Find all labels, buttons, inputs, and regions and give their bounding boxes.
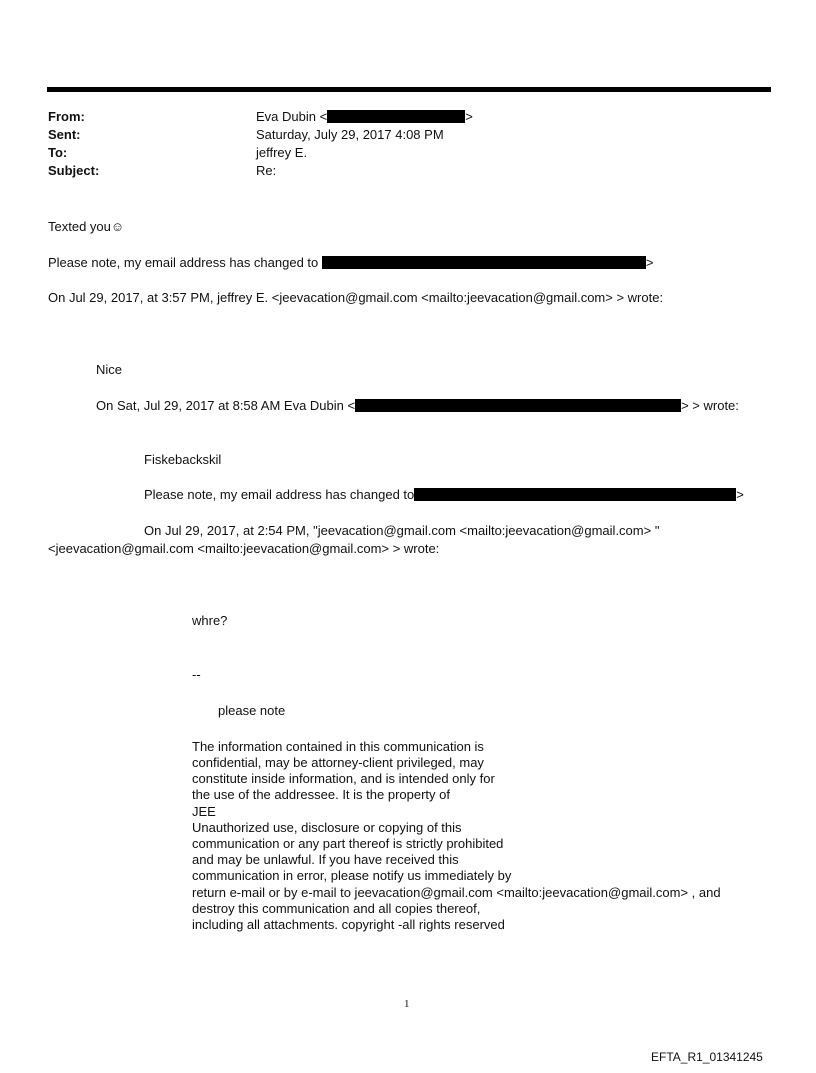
nice-text: Nice xyxy=(96,362,123,377)
page-number: 1 xyxy=(404,998,410,1010)
note-close: > xyxy=(645,255,654,270)
note2-close: > xyxy=(736,487,744,502)
disclaimer-line: return e-mail or by e-mail to jeevacation@gmail.com <mailto:jeevacation@gmail.com> , and xyxy=(192,885,721,900)
from-value xyxy=(256,109,473,125)
subject-value: Re: xyxy=(256,163,277,178)
signature-dashes: -- xyxy=(192,667,201,682)
disclaimer-line: Unauthorized use, disclosure or copying of this xyxy=(192,820,462,835)
subject-label: Subject: xyxy=(48,163,100,178)
from-close: > xyxy=(465,109,473,124)
please-note-text: please note xyxy=(218,703,286,718)
to-value: jeffrey E. xyxy=(256,145,308,160)
quote-intro-1: On Jul 29, 2017, at 3:57 PM, jeffrey E. <jeevacation@gmail.com <mailto:jeevacation@gmail.com> > wrote: xyxy=(48,290,664,305)
disclaimer-line: communication or any part thereof is strictly prohibited xyxy=(192,836,504,851)
document-id: EFTA_R1_01341245 xyxy=(651,1050,763,1064)
disclaimer-line: constitute inside information, and is intended only for xyxy=(192,771,495,786)
sent-value: Saturday, July 29, 2017 4:08 PM xyxy=(256,127,444,142)
email-change-note xyxy=(48,255,654,271)
redaction-box xyxy=(322,256,646,269)
disclaimer-line: confidential, may be attorney-client privileged, may xyxy=(192,755,484,770)
to-label: To: xyxy=(48,145,68,160)
disclaimer-line: the use of the addressee. It is the property of xyxy=(192,787,450,802)
redaction-box xyxy=(327,110,465,123)
quote-intro-2 xyxy=(96,398,739,414)
quote-intro-3-line2: <jeevacation@gmail.com <mailto:jeevacation@gmail.com> > wrote: xyxy=(48,541,440,556)
quote-intro-3-line1: On Jul 29, 2017, at 2:54 PM, "jeevacation@gmail.com <mailto:jeevacation@gmail.com> " xyxy=(144,523,660,538)
email-change-note-2 xyxy=(144,487,744,503)
whre-text: whre? xyxy=(192,613,228,628)
from-name: Eva Dubin < xyxy=(256,109,328,124)
disclaimer-line: JEE xyxy=(192,804,216,819)
disclaimer-line: and may be unlawful. If you have received this xyxy=(192,852,459,867)
quote2-suffix: > > wrote: xyxy=(681,398,739,413)
redaction-box xyxy=(414,488,736,501)
disclaimer-line: including all attachments. copyright -all rights reserved xyxy=(192,917,505,932)
texted-line xyxy=(48,219,124,235)
disclaimer-line: communication in error, please notify us immediately by xyxy=(192,868,512,883)
disclaimer-line: The information contained in this communication is xyxy=(192,739,484,754)
disclaimer-line: destroy this communication and all copies thereof, xyxy=(192,901,481,916)
fiskebackskil-text: Fiskebackskil xyxy=(144,452,222,467)
header-rule xyxy=(47,87,771,92)
redaction-box xyxy=(355,399,681,412)
quote2-prefix: On Sat, Jul 29, 2017 at 8:58 AM Eva Dubin < xyxy=(96,398,356,413)
note-prefix: Please note, my email address has changed to xyxy=(48,255,319,270)
note2-prefix: Please note, my email address has changed to xyxy=(144,487,415,502)
sent-label: Sent: xyxy=(48,127,81,142)
from-label: From: xyxy=(48,109,85,124)
texted-text: Texted you xyxy=(48,219,111,234)
smiley-icon: ☺ xyxy=(110,219,125,234)
